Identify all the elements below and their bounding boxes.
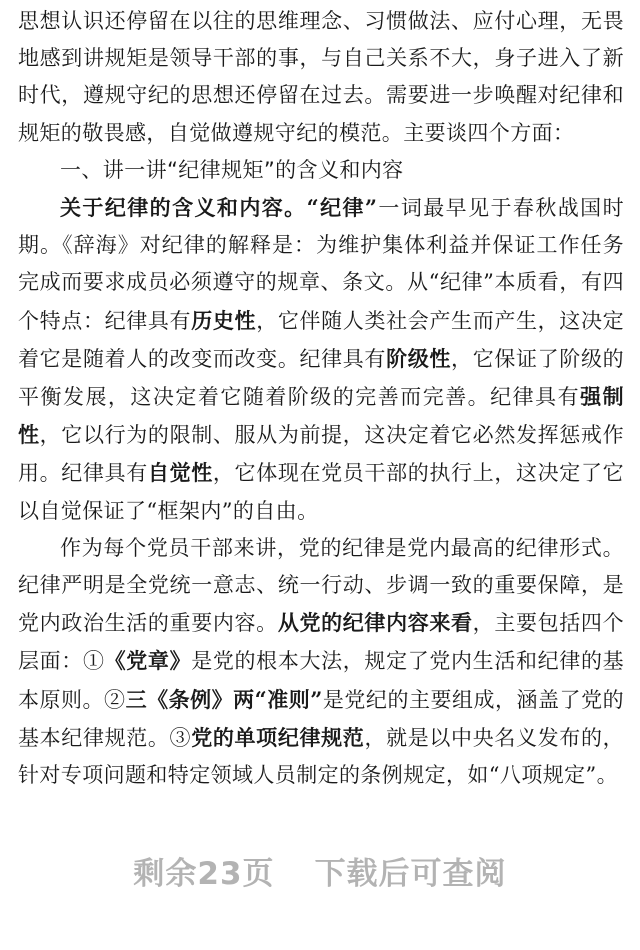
text-segment: 一词最早见于春秋战国时期。《辞海》对纪律的解释是：为维护集体利益并保证工作任务完成而要求成员必须遵守的规章、条文。从“纪律”本质看，有四个特点：纪律具有: [18, 196, 624, 333]
text-segment: ，它以行为的限制、服从为前提，这决定着它必然发挥惩戒作用。纪律具有: [18, 423, 624, 486]
bold-term: “纪律”: [306, 195, 378, 221]
bold-feature-historical: 历史性: [191, 307, 257, 333]
text-segment: ，就是以中央名义发布的，针对专项问题和特定领域人员制定的条例规定，如“八项规定”。: [18, 725, 624, 788]
bold-regulations: 三《条例》两“准则”: [125, 686, 323, 712]
text-segment: 作为每个党员干部来讲，党的纪律是党内最高的纪律形式。纪律严明是全党统一意志、统一行动、步调一致的重要保障，是党内政治生活的重要内容。: [18, 535, 624, 636]
text-segment: 是党纪的主要组成，涵盖了党的基本纪律规范。③: [18, 687, 624, 750]
text-segment: 是党的根本大法，规定了党内生活和纪律的基本原则。②: [18, 649, 624, 712]
bold-content-scope: 从党的纪律内容来看: [277, 610, 473, 636]
text-segment: ，主要包括四个层面：①: [18, 611, 624, 674]
paragraph-discipline-meaning: [18, 189, 624, 530]
text-segment: ，它体现在党员干部的执行上，这决定了它以自觉保证了“框架内”的自由。: [18, 461, 625, 523]
bold-lead: 关于纪律的含义和内容。: [60, 195, 307, 221]
section-heading-1: 一、讲一讲“纪律规矩”的含义和内容: [60, 157, 404, 182]
bold-single-norms: 党的单项纪律规范: [191, 724, 365, 750]
bold-feature-mandatory: 强制性: [18, 384, 624, 448]
bold-feature-class: 阶级性: [386, 345, 452, 371]
paragraph-intro: 思想认识还停留在以往的思维理念、习惯做法、应付心理，无畏地感到讲规矩是领导干部的事，与自己关系不大，身子进入了新时代，遵规守纪的思想还停留在过去。需要进一步唤醒对纪律和规矩的敬畏感，自觉做遵规守纪的模范。主要谈四个方面：: [18, 9, 624, 145]
download-to-view-text: 下载后可查阅: [314, 856, 507, 892]
text-segment: ，它伴随人类社会产生而产生，这决定着它是随着人的改变而改变。纪律具有: [18, 308, 625, 371]
text-segment: ，它保证了阶级的平衡发展，这决定着它随着阶级的完善而完善。纪律具有: [18, 346, 625, 410]
remaining-pages-text: 剩余23页: [133, 856, 275, 892]
download-banner[interactable]: [0, 848, 640, 893]
bold-party-constitution: 《党章》: [104, 648, 192, 674]
paragraph-party-discipline: [18, 530, 624, 794]
document-page: [18, 0, 624, 794]
bold-feature-voluntary: 自觉性: [147, 460, 213, 486]
